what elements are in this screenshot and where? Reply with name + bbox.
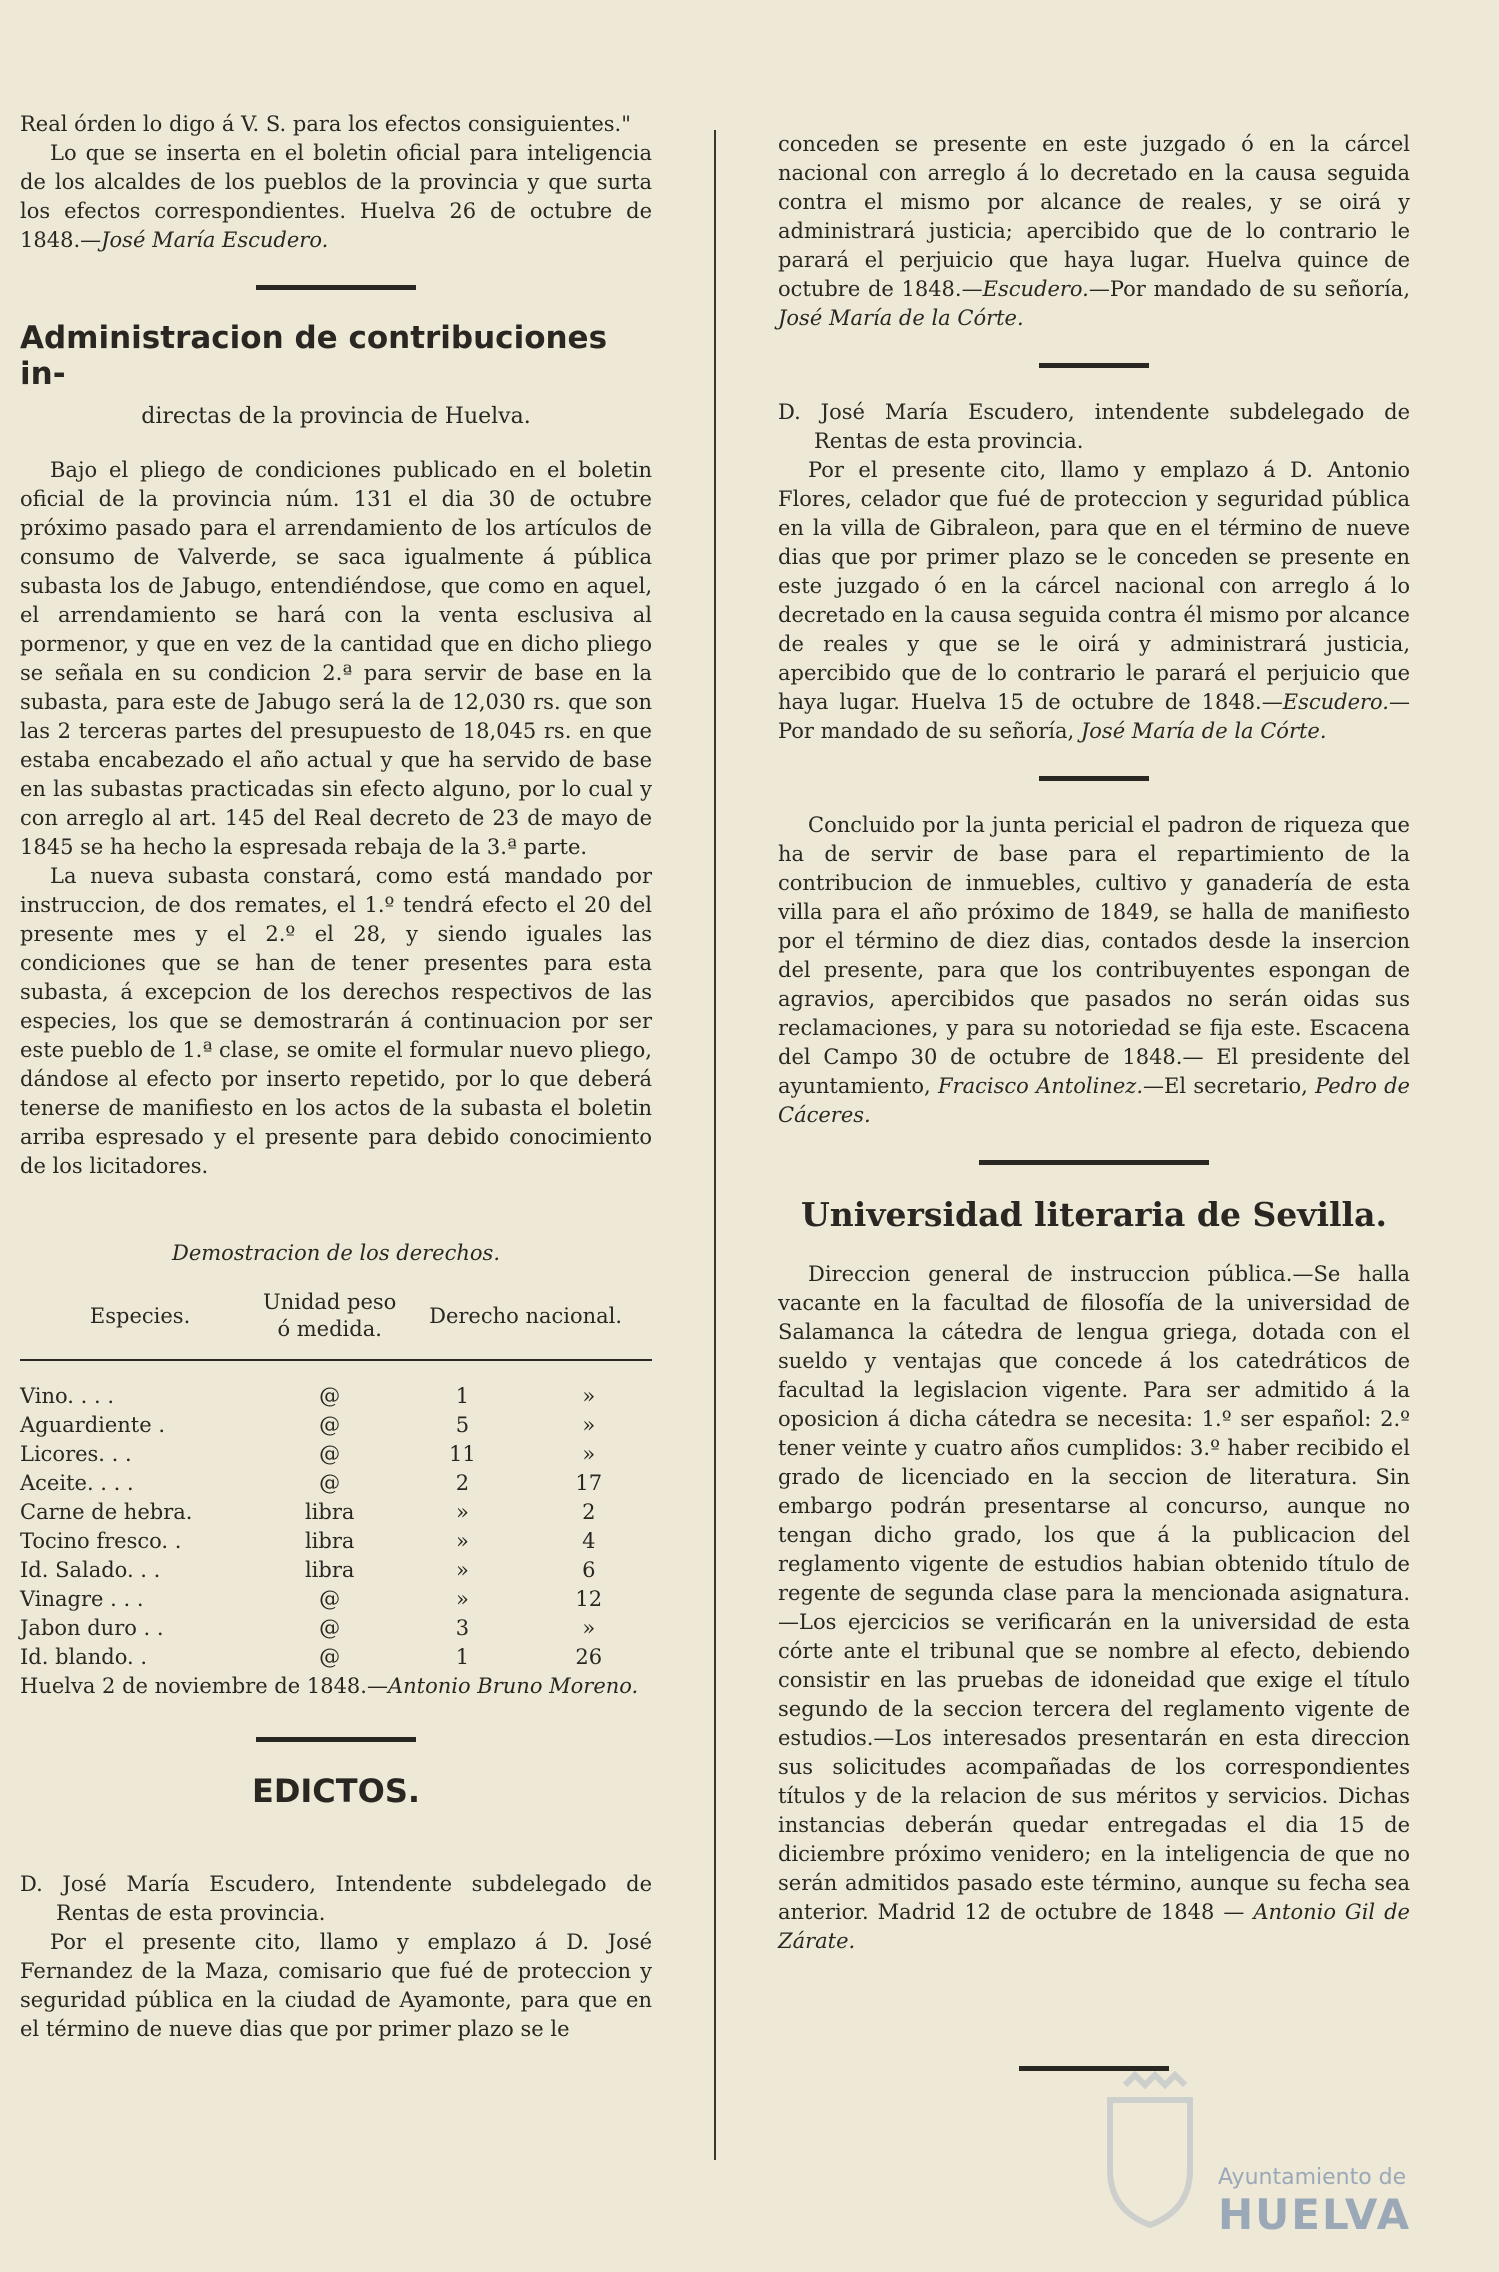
admin-paragraph-2: La nueva subasta constará, como está mandado por instruccion, de dos remates, el 1.º tendrá efecto el 20 del presente mes y el 2.º el 28, y siendo iguales las condiciones que se han de tener presentes para esta subasta, á excepcion de los derechos respectivos de las especies, los que se demostrarán á continuacion por ser este pueblo de 1.ª clase, se omite el formular nuevo pliego, dándose al efecto por inserto repetido, por lo que deberá tenerse de manifiesto en los actos de la subasta el boletin arriba espresado y el presente para debido conocimiento de los licitadores. — [20, 864, 652, 1178]
signature: Antonio Bruno Moreno. — [387, 1674, 639, 1698]
section-separator — [256, 285, 416, 290]
section-separator — [979, 1160, 1209, 1165]
notice-paragraph: Lo que se inserta en el boletin oficial para inteligencia de los alcaldes de los pueblos de la provincia y que surta los efectos correspondientes. Huelva 26 de octubre de 1848.—José María Escudero. — [20, 141, 652, 252]
signature: José María Escudero. — [101, 228, 329, 252]
table-row: Aceite. . . . @ 2 17 — [20, 1471, 603, 1495]
header-especies: Especies. — [20, 1285, 260, 1360]
admin-paragraph-1: Bajo el pliego de condiciones publicado en el boletin oficial de la provincia núm. 131 el dia 30 de octubre próximo pasado para el arrendamiento de los artículos de consumo de Valverde, se saca igualmente á pública subasta los de Jabugo, entendiéndose, que como en aquel, el arrendamiento se hará con la venta esclusiva al pormenor, y que en vez de la cantidad que en dicho pliego se señala en su condicion 2.ª para servir de base en la subasta, para este de Jabugo será la de 12,030 rs. que son las 2 terceras partes del presupuesto de 18,045 rs. en que estaba encabezado el año actual y que ha servido de base en las subastas practicadas sin efecto alguno, por lo cual y con arreglo al art. 145 del Real decreto de 23 de mayo de 1845 se ha hecho la espresada rebaja de la 3.ª parte. — [20, 458, 652, 859]
duties-table — [20, 1285, 652, 1672]
table-row: Vino. . . . @ 1 » — [20, 1384, 596, 1408]
table-title: Demostracion de los derechos. — [172, 1241, 500, 1265]
table-row: Vinagre . . . @ » 12 — [20, 1587, 603, 1611]
table-header-row — [20, 1285, 652, 1360]
edictos-title: EDICTOS. — [251, 1772, 421, 1810]
signature: Escudero. — [1282, 690, 1389, 714]
edicto-heading: D. José María Escudero, intendente subdelegado de Rentas de esta provincia. — [778, 400, 1410, 453]
signature: José María de la Córte. — [778, 306, 1024, 330]
table-row: Jabon duro . . @ 3 » — [20, 1616, 596, 1640]
section-title-cont: directas de la provincia de Huelva. — [141, 404, 531, 429]
section-title: Administracion de contribuciones in- — [20, 320, 608, 392]
edicto-body: Por el presente cito, llamo y emplazo á D. José Fernandez de la Maza, comisario que fué de proteccion y seguridad pública en la ciudad de Ayamonte, para que en el término de nueve dias que por primer plazo se le — [20, 1930, 652, 2041]
table-row: Aguardiente . @ 5 » — [20, 1413, 596, 1437]
signature: Escudero. — [982, 277, 1089, 301]
column-divider — [714, 130, 716, 2160]
university-title: Universidad literaria de Sevilla. — [801, 1195, 1387, 1234]
university-notice: Direccion general de instruccion pública.—Se halla vacante en la facultad de filosofía de la universidad de Salamanca la cátedra de lengua griega, dotada con el sueldo y ventajas que concede á los catedráticos de facultad la legislacion vigente. Para ser admitido á la oposicion á dicha cátedra se necesita: 1.º ser español: 2.º tener veinte y cuatro años cumplidos: 3.º haber recibido el grado de licenciado en la seccion de literatura. Sin embargo podrán presentarse al concurso, aunque no tengan dicho grado, los que á la publicacion del reglamento vigente de estudios habian obtenido título de regente de segunda clase para la mencionada asignatura.—Los ejercicios se verificarán en la universidad de esta córte ante el tribunal que se nombre al efecto, debiendo consistir en las pruebas de idoneidad que exige el título segundo de la seccion tercera del reglamento vigente de estudios.—Los interesados presentarán en esta direccion sus solicitudes acompañadas de los correspondientes títulos y de la relacion de sus méritos y servicios. Dichas instancias deberán quedar entregadas el dia 15 de diciembre próximo venidero; en la inteligencia de que no serán admitidos pasado este término, aunque su fecha sea anterior. Madrid 12 de octubre de 1848 — Antonio Gil de Zárate. — [778, 1262, 1410, 1953]
table-row: Licores. . . @ 11 » — [20, 1442, 596, 1466]
signature: Pedro de Cáceres. — [778, 1074, 1410, 1127]
watermark-text: Ayuntamiento de HUELVA — [1218, 2165, 1412, 2239]
section-separator — [1039, 776, 1149, 781]
table-row: Carne de hebra. libra » 2 — [20, 1500, 596, 1524]
closing-paragraph: Real órden lo digo á V. S. para los efectos consiguientes." — [20, 112, 631, 136]
table-row: Tocino fresco. . libra » 4 — [20, 1529, 596, 1553]
signature: Antonio Gil de Zárate. — [778, 1900, 1410, 1953]
header-derecho: Derecho nacional. — [399, 1285, 652, 1360]
edicto-heading: D. José María Escudero, Intendente subdelegado de Rentas de esta provincia. — [20, 1872, 652, 1925]
signature: José María de la Córte. — [1080, 719, 1327, 743]
header-unidad: Unidad peso ó medida. — [260, 1285, 399, 1360]
edicto-body: Por el presente cito, llamo y emplazo á D. Antonio Flores, celador que fué de proteccion y seguridad pública en la villa de Gibraleon, para que en el término de nueve dias que por primer plazo se le conceden se presente en este juzgado ó en la cárcel nacional con arreglo á lo decretado en la causa seguida contra él mismo por alcance de reales y que se le oirá y administrará justicia, apercibido que de lo contrario le parará el perjuicio que haya lugar. Huelva 15 de octubre de 1848.—Escudero.—Por mandado de su señoría, José María de la Córte. — [778, 458, 1410, 743]
padron-notice: Concluido por la junta pericial el padron de riqueza que ha de servir de base para el repartimiento de la contribucion de inmuebles, cultivo y ganadería de esta villa para el año próximo de 1849, se halla de manifiesto por el término de diez dias, contados desde la insercion del presente, para que los contribuyentes espongan de agravios, apercibidos que pasados no serán oidas sus reclamaciones, y para su notoriedad se fija este. Escacena del Campo 30 de octubre de 1848.— El presidente del ayuntamiento, Fracisco Antolinez.—El secretario, Pedro de Cáceres. — [778, 813, 1410, 1127]
left-column — [20, 110, 652, 2044]
table-row: Id. Salado. . . libra » 6 — [20, 1558, 596, 1582]
signature: Fracisco Antolinez. — [938, 1074, 1143, 1098]
edicto-continuation: conceden se presente en este juzgado ó en la cárcel nacional con arreglo á lo decretado en la causa seguida contra el mismo por alcance de reales, y se oirá y administrará justicia; apercibido que de lo contrario le parará el perjuicio que haya lugar. Huelva quince de octubre de 1848.—Escudero.—Por mandado de su señoría, José María de la Córte. — [778, 132, 1410, 330]
table-footer: Huelva 2 de noviembre de 1848.—Antonio Bruno Moreno. — [20, 1674, 639, 1698]
table-spacer — [20, 1360, 652, 1382]
table-row: Id. blando. . @ 1 26 — [20, 1645, 603, 1669]
right-column — [778, 130, 1410, 2101]
section-separator — [1039, 363, 1149, 368]
section-separator — [256, 1737, 416, 1742]
